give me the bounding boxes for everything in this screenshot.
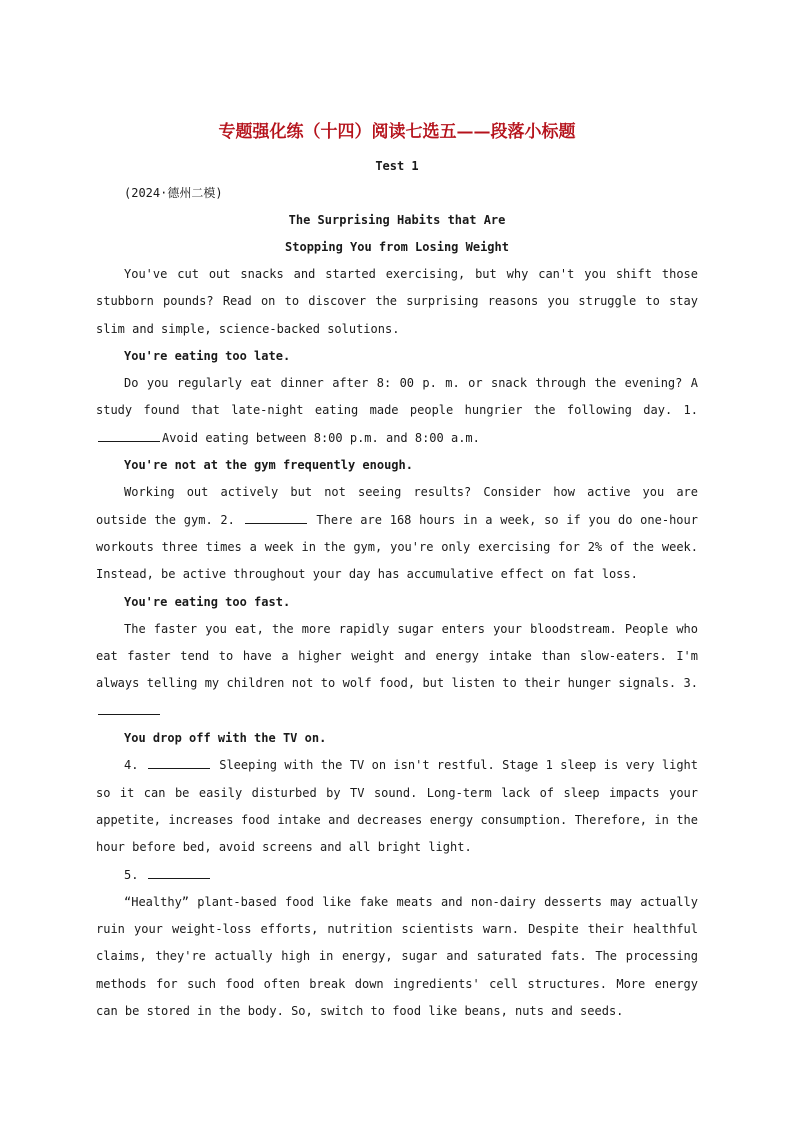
paragraph-text: Working out actively but not seeing results? Consider how active you are outside the gym. 2. (96, 485, 698, 527)
article-body (96, 261, 698, 1025)
answer-blank-3[interactable] (98, 701, 160, 715)
section-heading: You're not at the gym frequently enough. (124, 458, 413, 473)
section-heading: You drop off with the TV on. (124, 731, 327, 746)
article-title-line-2: Stopping You from Losing Weight (285, 240, 509, 254)
paragraph-text: 4. (124, 758, 139, 773)
final-paragraph: “Healthy” plant-based food like fake meats and non-dairy desserts may actually ruin your weight-loss efforts, nutrition scientists warn. Despite their healthful claims, they're actually high in energy, sugar and saturated fats. The processing methods for such food often break down ingredients' cell structures. More energy can be stored in the body. So, switch to food like beans, nuts and seeds. (96, 894, 698, 1019)
paragraph-text: There are 168 hours in a week, so if you do one-hour workouts three times a week in the gym, you're only exercising for 2% of the week. Instead, be active throughout your day has accumulative effect on fat loss. (96, 512, 698, 582)
answer-blank-2[interactable] (245, 510, 307, 524)
source-note: (2024·德州二模) (124, 186, 223, 200)
section-paragraph (96, 616, 698, 725)
section-paragraph (96, 752, 698, 861)
item-5-label: 5. (124, 867, 139, 882)
paragraph-text: The faster you eat, the more rapidly sugar enters your bloodstream. People who eat faster tend to have a higher weight and energy intake than slow-eaters. I'm always telling my children not to wolf food, but listen to their hunger signals. 3. (96, 621, 698, 691)
answer-blank-4[interactable] (148, 755, 210, 769)
paragraph-text: Avoid eating between 8:00 p.m. and 8:00 a.m. (162, 430, 480, 445)
intro-paragraph: You've cut out snacks and started exercising, but why can't you shift those stubborn pounds? Read on to discover the surprising reasons you struggle to stay slim and simple, science-backed solutions. (96, 267, 698, 336)
section-heading: You're eating too fast. (124, 594, 291, 609)
paragraph-text: Sleeping with the TV on isn't restful. Stage 1 sleep is very light so it can be easily disturbed by TV sound. Long-term lack of sleep impacts your appetite, increases food intake and decreases energy consumption. Therefore, in the hour before bed, avoid screens and all bright light. (96, 758, 698, 855)
answer-blank-1[interactable] (98, 428, 160, 442)
item-5-line (96, 862, 698, 889)
section-paragraph (96, 370, 698, 452)
answer-blank-5[interactable] (148, 865, 210, 879)
section-paragraph (96, 479, 698, 588)
section-heading: You're eating too late. (124, 348, 291, 363)
page-title: 专题强化练（十四）阅读七选五——段落小标题 (218, 122, 576, 142)
test-label: Test 1 (375, 159, 419, 173)
article-title-line-1: The Surprising Habits that Are (288, 213, 506, 227)
paragraph-text: Do you regularly eat dinner after 8: 00 p. m. or snack through the evening? A study found that late-night eating made people hungrier the following day. 1. (96, 376, 698, 418)
